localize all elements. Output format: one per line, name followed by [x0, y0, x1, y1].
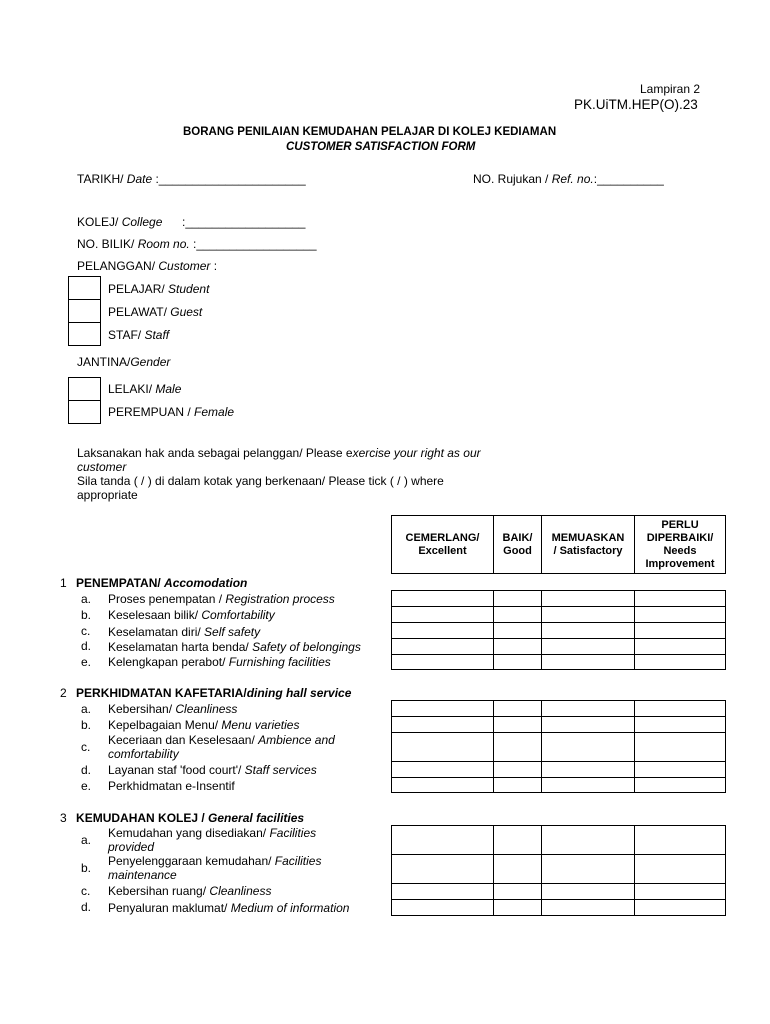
- option-staff: [108, 328, 169, 342]
- s1-item-c: [108, 625, 260, 639]
- s1-a-en: Registration process: [225, 592, 335, 606]
- customer-colon: :: [210, 259, 218, 273]
- rating-cell[interactable]: [635, 639, 726, 655]
- rating-cell[interactable]: [392, 733, 494, 762]
- rating-row: [392, 900, 726, 916]
- rating-cell[interactable]: [392, 655, 494, 670]
- rating-cell[interactable]: [392, 762, 494, 778]
- rating-cell[interactable]: [494, 733, 542, 762]
- rating-cell[interactable]: [542, 778, 635, 793]
- s2-c-ms: Keceriaan dan Keselesaan/: [108, 733, 259, 747]
- s3-a-en: Facilities provided: [108, 826, 317, 854]
- s2-a-ms: Kebersihan/: [108, 702, 176, 716]
- date-label-en: Date: [126, 172, 153, 186]
- s1-item-d: [108, 640, 361, 654]
- rating-cell[interactable]: [494, 701, 542, 717]
- checkbox-student[interactable]: [68, 276, 101, 300]
- rating-row: [392, 826, 726, 855]
- date-blank: :______________________: [152, 172, 306, 186]
- s2-letter-d: d.: [81, 763, 92, 777]
- rating-cell[interactable]: [542, 701, 635, 717]
- section-1-title: [60, 576, 247, 590]
- header-excellent: [392, 516, 494, 574]
- s1-b-ms: Keselesaan bilik/: [108, 608, 202, 622]
- instruction-line-1: [77, 446, 481, 460]
- rating-cell[interactable]: [494, 855, 542, 884]
- room-field[interactable]: [77, 237, 317, 251]
- s1-letter-c: c.: [81, 624, 91, 638]
- header-ni-3: Needs: [663, 544, 697, 557]
- s2-b-ms: Kepelbagaian Menu/: [108, 718, 222, 732]
- instruction-line-4: appropriate: [77, 488, 138, 502]
- header-needs-improvement: [635, 516, 726, 574]
- college-blank[interactable]: :__________________: [182, 215, 306, 229]
- rating-cell[interactable]: [542, 733, 635, 762]
- option-guest-en: Guest: [170, 305, 203, 319]
- section-1-rating-grid: [391, 590, 726, 670]
- rating-row: [392, 591, 726, 607]
- rating-header-table: [391, 515, 726, 574]
- s3-letter-b: b.: [81, 861, 92, 875]
- header-satisfactory-1: MEMUASKAN: [551, 531, 625, 544]
- rating-cell[interactable]: [392, 884, 494, 900]
- s1-c-ms: Keselamatan diri/: [108, 625, 205, 639]
- date-field[interactable]: [77, 172, 306, 186]
- s3-d-en: Medium of information: [230, 901, 350, 915]
- s1-letter-a: a.: [81, 592, 92, 606]
- section-3-num: 3: [60, 811, 67, 825]
- s2-item-a: [108, 702, 237, 716]
- option-student-ms: PELAJAR/: [108, 282, 169, 296]
- s2-letter-c: c.: [81, 740, 91, 754]
- s1-e-en: Furnishing facilities: [228, 655, 331, 669]
- s3-c-ms: Kebersihan ruang/: [108, 884, 210, 898]
- rating-row: [392, 778, 726, 793]
- rating-row: [392, 639, 726, 655]
- checkbox-guest[interactable]: [68, 299, 101, 323]
- instruction-line-2: customer: [77, 460, 127, 474]
- section-2-title: [60, 686, 351, 700]
- s3-b-ms: Penyelenggaraan kemudahan/: [108, 854, 275, 868]
- option-student: [108, 282, 209, 296]
- rating-cell[interactable]: [392, 900, 494, 916]
- rating-cell[interactable]: [494, 762, 542, 778]
- rating-cell[interactable]: [494, 607, 542, 623]
- rating-cell[interactable]: [392, 701, 494, 717]
- rating-cell[interactable]: [542, 855, 635, 884]
- rating-cell[interactable]: [494, 591, 542, 607]
- section-3-title: [60, 811, 304, 825]
- section-3-title-en: General facilities: [208, 811, 305, 825]
- s3-b-en: Facilities maintenance: [108, 854, 322, 882]
- rating-row: [392, 733, 726, 762]
- rating-cell[interactable]: [392, 717, 494, 733]
- header-ni-1: PERLU: [661, 518, 699, 531]
- rating-cell[interactable]: [635, 717, 726, 733]
- checkbox-staff[interactable]: [68, 322, 101, 346]
- rating-row: [392, 655, 726, 670]
- form-code: PK.UiTM.HEP(O).23: [574, 97, 698, 112]
- rating-cell[interactable]: [392, 607, 494, 623]
- rating-cell[interactable]: [542, 900, 635, 916]
- header-excellent-1: CEMERLANG/: [405, 531, 480, 544]
- s2-c-en: Ambience and comfortability: [108, 733, 335, 761]
- s3-c-en: Cleanliness: [209, 884, 272, 898]
- s2-item-b: [108, 718, 299, 732]
- form-title: BORANG PENILAIAN KEMUDAHAN PELAJAR DI KOLEJ KEDIAMAN: [183, 126, 557, 138]
- customer-label: [77, 259, 217, 273]
- option-female-en: Female: [194, 405, 235, 419]
- s3-letter-d: d.: [81, 900, 92, 914]
- s3-d-ms: Penyaluran maklumat/: [108, 901, 231, 915]
- rating-cell[interactable]: [542, 826, 635, 855]
- header-good-2: Good: [503, 544, 532, 557]
- rating-cell[interactable]: [542, 717, 635, 733]
- rating-row: [392, 701, 726, 717]
- option-female-ms: PEREMPUAN /: [108, 405, 195, 419]
- room-label-en: Room no.: [137, 237, 190, 251]
- instruction-1-ms: Laksanakan hak anda sebagai pelanggan/ Please e: [77, 446, 353, 460]
- rating-cell[interactable]: [542, 607, 635, 623]
- s2-e-ms: Perkhidmatan e-Insentif: [108, 779, 235, 793]
- rating-cell[interactable]: [635, 778, 726, 793]
- option-female: [108, 405, 234, 419]
- rating-cell[interactable]: [635, 655, 726, 670]
- customer-label-en: Customer: [158, 259, 211, 273]
- rating-cell[interactable]: [542, 884, 635, 900]
- option-male-ms: LELAKI/: [108, 382, 156, 396]
- rating-cell[interactable]: [494, 900, 542, 916]
- option-student-en: Student: [168, 282, 210, 296]
- s2-b-en: Menu varieties: [221, 718, 300, 732]
- college-field[interactable]: [77, 215, 162, 229]
- header-satisfactory: [542, 516, 635, 574]
- rating-row: [392, 884, 726, 900]
- rating-cell[interactable]: [392, 591, 494, 607]
- s2-a-en: Cleanliness: [175, 702, 238, 716]
- s1-letter-b: b.: [81, 608, 92, 622]
- section-1-title-en: Accomodation: [164, 576, 248, 590]
- rating-cell[interactable]: [542, 623, 635, 639]
- s1-a-ms: Proses penempatan /: [108, 592, 226, 606]
- rating-cell[interactable]: [635, 762, 726, 778]
- s3-item-d: [108, 901, 349, 915]
- ref-label: NO. Rujukan /: [473, 172, 552, 186]
- s1-item-e: [108, 655, 331, 669]
- s3-letter-a: a.: [81, 833, 92, 847]
- header-satisfactory-2: / Satisfactory: [553, 544, 623, 557]
- rating-cell[interactable]: [635, 855, 726, 884]
- college-label: KOLEJ/: [77, 215, 122, 229]
- date-label: TARIKH/: [77, 172, 127, 186]
- option-guest-ms: PELAWAT/: [108, 305, 171, 319]
- rating-row: [392, 607, 726, 623]
- rating-cell[interactable]: [635, 884, 726, 900]
- s3-item-b: [108, 854, 363, 882]
- s1-letter-e: e.: [81, 655, 92, 669]
- s3-a-ms: Kemudahan yang disediakan/: [108, 826, 270, 840]
- header-good-1: BAIK/: [502, 531, 533, 544]
- s1-item-a: [108, 592, 335, 606]
- rating-cell[interactable]: [635, 591, 726, 607]
- s1-letter-d: d.: [81, 639, 92, 653]
- header-excellent-2: Excellent: [418, 544, 467, 557]
- ref-blank: :__________: [593, 172, 664, 186]
- instruction-line-3: Sila tanda ( / ) di dalam kotak yang berkenaan/ Please tick ( / ) where: [77, 474, 444, 488]
- s1-e-ms: Kelengkapan perabot/: [108, 655, 229, 669]
- s3-letter-c: c.: [81, 884, 91, 898]
- section-3-rating-grid: [391, 825, 726, 916]
- s1-d-ms: Keselamatan harta benda/: [108, 640, 253, 654]
- section-1-num: 1: [60, 576, 67, 590]
- rating-cell[interactable]: [542, 639, 635, 655]
- option-male-en: Male: [155, 382, 182, 396]
- room-label: NO. BILIK/: [77, 237, 138, 251]
- rating-cell[interactable]: [494, 778, 542, 793]
- option-staff-en: Staff: [144, 328, 170, 342]
- s2-letter-e: e.: [81, 779, 92, 793]
- rating-row: [392, 855, 726, 884]
- s1-b-en: Comfortability: [201, 608, 275, 622]
- rating-cell[interactable]: [542, 655, 635, 670]
- rating-cell[interactable]: [494, 639, 542, 655]
- section-2-rating-grid: [391, 700, 726, 793]
- rating-cell[interactable]: [635, 607, 726, 623]
- option-guest: [108, 305, 202, 319]
- option-staff-ms: STAF/: [108, 328, 145, 342]
- s3-item-c: [108, 884, 271, 898]
- header-good: [494, 516, 542, 574]
- s1-item-b: [108, 608, 275, 622]
- gender-label-en: Gender: [130, 355, 171, 369]
- ref-label-en: Ref. no.: [551, 172, 594, 186]
- s2-item-e: [108, 779, 235, 793]
- checkbox-male[interactable]: [68, 377, 101, 401]
- header-ni-2: DIPERBAIKI/: [646, 531, 714, 544]
- section-2-num: 2: [60, 686, 67, 700]
- s2-letter-b: b.: [81, 718, 92, 732]
- rating-row: [392, 717, 726, 733]
- rating-cell[interactable]: [494, 717, 542, 733]
- rating-cell[interactable]: [635, 623, 726, 639]
- rating-cell[interactable]: [494, 884, 542, 900]
- rating-cell[interactable]: [494, 826, 542, 855]
- rating-cell[interactable]: [392, 778, 494, 793]
- rating-cell[interactable]: [635, 701, 726, 717]
- s2-d-ms: Layanan staf 'food court'/: [108, 763, 245, 777]
- section-3-title-ms: KEMUDAHAN KOLEJ /: [76, 811, 209, 825]
- s2-item-c: [108, 733, 378, 761]
- s3-item-a: [108, 826, 358, 854]
- rating-cell[interactable]: [392, 826, 494, 855]
- rating-cell[interactable]: [635, 733, 726, 762]
- rating-cell[interactable]: [494, 655, 542, 670]
- s2-letter-a: a.: [81, 702, 92, 716]
- option-male: [108, 382, 181, 396]
- rating-cell[interactable]: [542, 762, 635, 778]
- rating-cell[interactable]: [494, 623, 542, 639]
- rating-row: [392, 623, 726, 639]
- rating-cell[interactable]: [392, 623, 494, 639]
- header-ni-4: Improvement: [645, 557, 715, 570]
- rating-cell[interactable]: [542, 591, 635, 607]
- s2-item-d: [108, 763, 317, 777]
- section-2-title-ms: PERKHIDMATAN KAFETARIA/: [76, 686, 247, 700]
- form-subtitle: CUSTOMER SATISFACTION FORM: [286, 141, 476, 153]
- rating-cell[interactable]: [392, 855, 494, 884]
- college-label-en: College: [121, 215, 163, 229]
- attachment-label: Lampiran 2: [640, 82, 701, 96]
- s1-c-en: Self safety: [204, 625, 261, 639]
- section-2-title-en: dining hall service: [246, 686, 352, 700]
- rating-row: [392, 762, 726, 778]
- gender-label: [77, 355, 170, 369]
- s2-d-en: Staff services: [244, 763, 317, 777]
- instruction-1-en: xercise your right as our: [352, 446, 481, 460]
- rating-cell[interactable]: [635, 900, 726, 916]
- gender-label-ms: JANTINA/: [77, 355, 131, 369]
- room-blank: :__________________: [189, 237, 317, 251]
- ref-field[interactable]: [473, 172, 664, 186]
- rating-cell[interactable]: [635, 826, 726, 855]
- customer-label-ms: PELANGGAN/: [77, 259, 159, 273]
- checkbox-female[interactable]: [68, 400, 101, 424]
- s1-d-en: Safety of belongings: [252, 640, 361, 654]
- rating-cell[interactable]: [392, 639, 494, 655]
- section-1-title-ms: PENEMPATAN/: [76, 576, 165, 590]
